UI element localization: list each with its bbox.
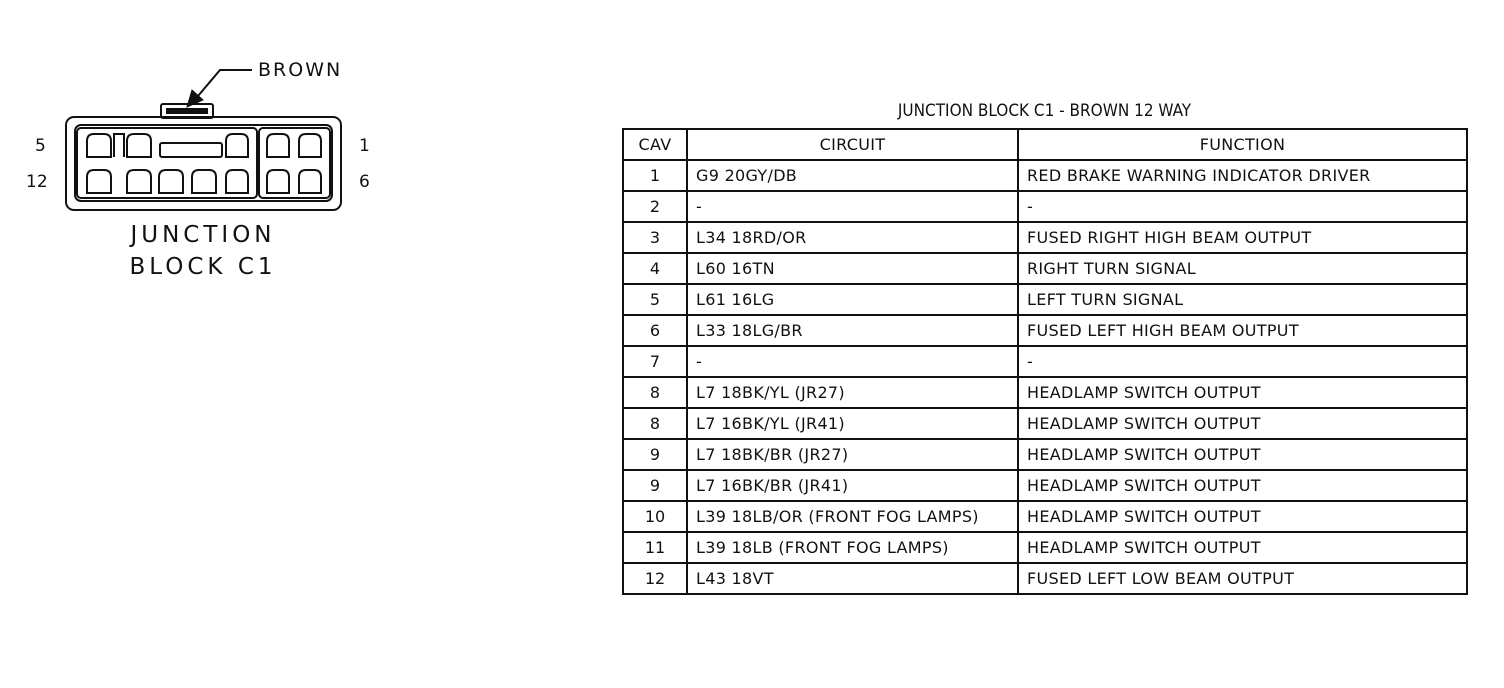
table-row — [623, 191, 1467, 222]
cavity-12 — [87, 170, 111, 193]
cavity-8 — [226, 170, 248, 193]
header-circuit: CIRCUIT — [687, 129, 1018, 160]
table-row — [623, 346, 1467, 377]
table-title: JUNCTION BLOCK C1 - BROWN 12 WAY — [897, 101, 1192, 121]
cell-circuit: L7 16BK/BR (JR41) — [687, 470, 1018, 501]
table-row — [623, 253, 1467, 284]
header-function: FUNCTION — [1018, 129, 1467, 160]
cell-function: RIGHT TURN SIGNAL — [1018, 253, 1467, 284]
cavity-9 — [192, 170, 216, 193]
pin-label-top-left: 5 — [35, 136, 46, 156]
table-row — [623, 439, 1467, 470]
cavity-3 — [226, 134, 248, 157]
cell-function: - — [1018, 191, 1467, 222]
cavity-7 — [267, 170, 289, 193]
cell-circuit: L34 18RD/OR — [687, 222, 1018, 253]
cell-cav: 5 — [623, 284, 687, 315]
table-row — [623, 377, 1467, 408]
cell-cav: 11 — [623, 532, 687, 563]
cavity-5 — [87, 134, 111, 157]
cell-cav: 1 — [623, 160, 687, 191]
cell-cav: 6 — [623, 315, 687, 346]
cell-function: HEADLAMP SWITCH OUTPUT — [1018, 501, 1467, 532]
cavity-11 — [127, 170, 151, 193]
cell-circuit: L61 16LG — [687, 284, 1018, 315]
cell-function: LEFT TURN SIGNAL — [1018, 284, 1467, 315]
connector-name-line2: BLOCK C1 — [129, 254, 277, 280]
cell-function: FUSED RIGHT HIGH BEAM OUTPUT — [1018, 222, 1467, 253]
table-row — [623, 408, 1467, 439]
table-header-row — [623, 129, 1467, 160]
cell-function: HEADLAMP SWITCH OUTPUT — [1018, 439, 1467, 470]
cavity-10 — [159, 170, 183, 193]
table-row — [623, 222, 1467, 253]
cell-circuit: - — [687, 346, 1018, 377]
table-row — [623, 563, 1467, 594]
brown-leader-line — [198, 70, 252, 96]
cell-circuit: - — [687, 191, 1018, 222]
cell-function: - — [1018, 346, 1467, 377]
table-row — [623, 532, 1467, 563]
cell-cav: 10 — [623, 501, 687, 532]
header-cav: CAV — [623, 129, 687, 160]
cell-cav: 3 — [623, 222, 687, 253]
table-row — [623, 284, 1467, 315]
cell-function: HEADLAMP SWITCH OUTPUT — [1018, 408, 1467, 439]
cell-cav: 8 — [623, 408, 687, 439]
cell-circuit: L7 18BK/BR (JR27) — [687, 439, 1018, 470]
cavity-2 — [267, 134, 289, 157]
cell-cav: 9 — [623, 470, 687, 501]
cell-function: HEADLAMP SWITCH OUTPUT — [1018, 470, 1467, 501]
cell-function: HEADLAMP SWITCH OUTPUT — [1018, 377, 1467, 408]
table-row — [623, 470, 1467, 501]
cell-function: HEADLAMP SWITCH OUTPUT — [1018, 532, 1467, 563]
cavity-1 — [299, 134, 321, 157]
cell-circuit: L43 18VT — [687, 563, 1018, 594]
pin-label-bottom-right: 6 — [359, 172, 370, 192]
cell-circuit: L39 18LB/OR (FRONT FOG LAMPS) — [687, 501, 1018, 532]
wire-color-label: BROWN — [258, 59, 343, 81]
cell-cav: 12 — [623, 563, 687, 594]
pin-label-bottom-left: 12 — [26, 172, 48, 192]
cell-function: RED BRAKE WARNING INDICATOR DRIVER — [1018, 160, 1467, 191]
connector-name-line1: JUNCTION — [130, 222, 276, 248]
pin-label-top-right: 1 — [359, 136, 370, 156]
cell-cav: 7 — [623, 346, 687, 377]
cell-circuit: L7 18BK/YL (JR27) — [687, 377, 1018, 408]
cell-cav: 9 — [623, 439, 687, 470]
connector-housing-outer — [66, 117, 341, 210]
cell-cav: 8 — [623, 377, 687, 408]
cell-function: FUSED LEFT HIGH BEAM OUTPUT — [1018, 315, 1467, 346]
pinout-table — [622, 128, 1468, 595]
cell-circuit: L7 16BK/YL (JR41) — [687, 408, 1018, 439]
cell-circuit: G9 20GY/DB — [687, 160, 1018, 191]
cavity-4 — [127, 134, 151, 157]
table-row — [623, 315, 1467, 346]
cell-circuit: L33 18LG/BR — [687, 315, 1018, 346]
cell-circuit: L39 18LB (FRONT FOG LAMPS) — [687, 532, 1018, 563]
table-row — [623, 160, 1467, 191]
cell-circuit: L60 16TN — [687, 253, 1018, 284]
cell-cav: 4 — [623, 253, 687, 284]
cavity-6 — [299, 170, 321, 193]
table-row — [623, 501, 1467, 532]
cell-cav: 2 — [623, 191, 687, 222]
cell-function: FUSED LEFT LOW BEAM OUTPUT — [1018, 563, 1467, 594]
center-ridge — [160, 143, 222, 157]
